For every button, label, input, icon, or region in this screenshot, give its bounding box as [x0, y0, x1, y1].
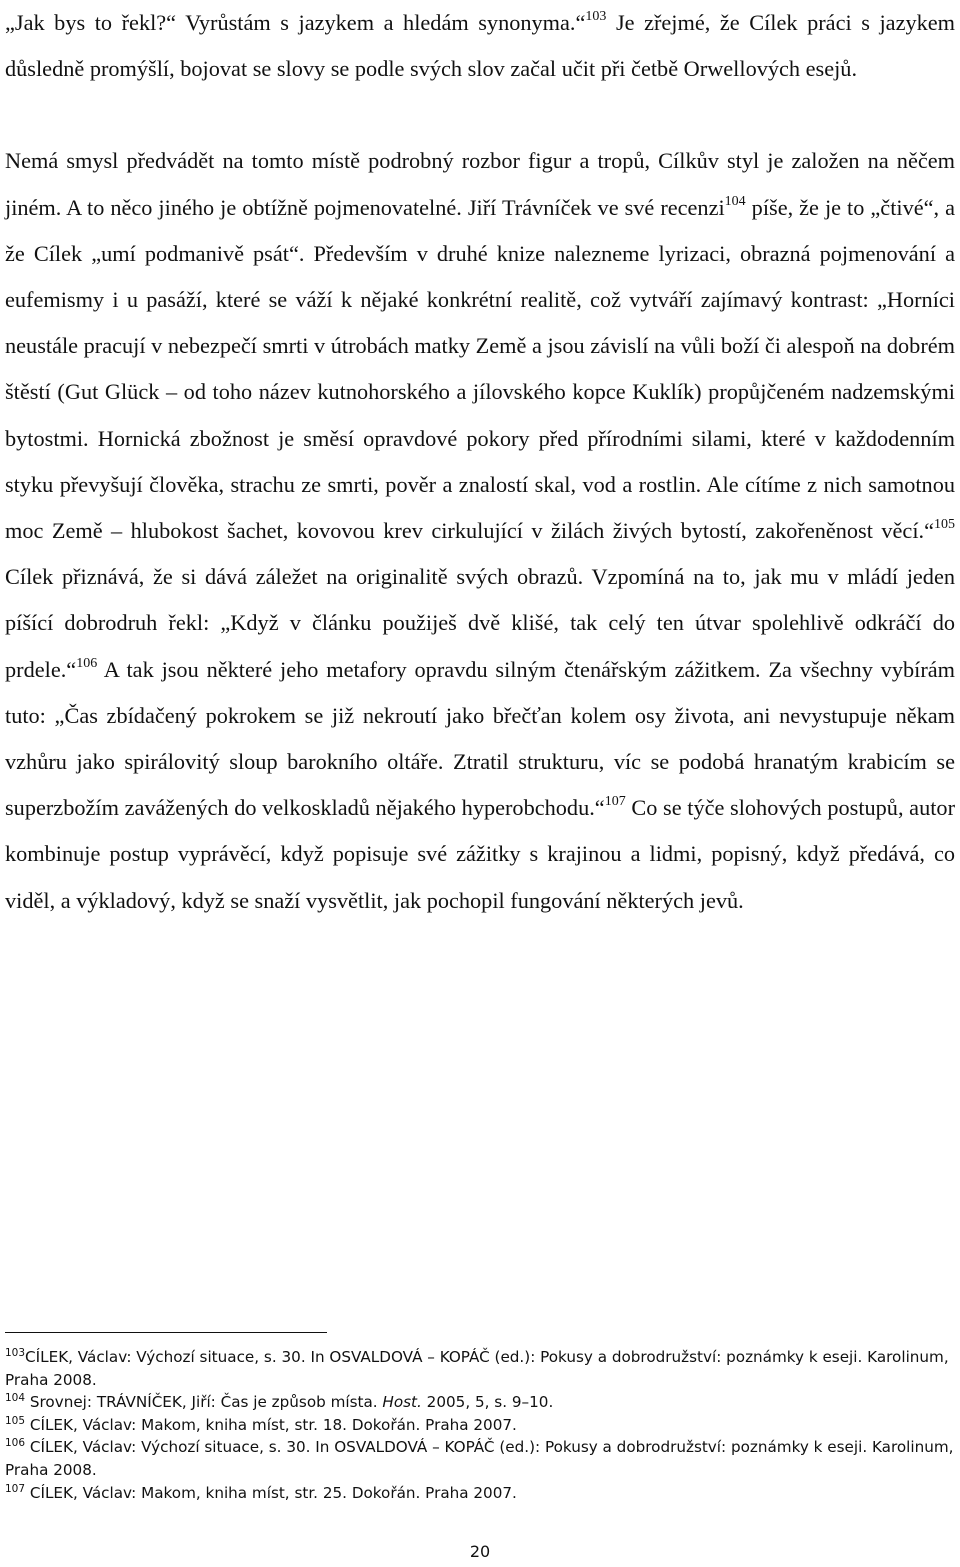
p2-text-d: A tak jsou některé jeho metafory opravdu silným čtenářským zážitkem. Za všechny vybírám tuto: „Čas zbídačený pokrokem se již nekroutí jako břečťan kolem osy života, ani nevystupuje někam vzhůru jako spirálovitý sloup barokního oltáře. Ztratil strukturu, víc se podobá hranatým krabicím se superzbožím zavážených do velkoskladů nějakého hyperobchodu.“ [5, 656, 955, 821]
footnote-text: CÍLEK, Václav: Výchozí situace, s. 30. In OSVALDOVÁ – KOPÁČ (ed.): Pokusy a dobrodružství: poznámky k eseji. Karolinum, Praha 2008. [5, 1438, 954, 1479]
footnote-number: 105 [5, 1414, 26, 1427]
footnotes [5, 1346, 955, 1504]
footnote-number: 104 [5, 1392, 26, 1405]
footnote-separator [5, 1332, 327, 1333]
p2-text-e: Co se týče slohových postupů, autor kombinuje postup vyprávěcí, když popisuje své zážitky s krajinou a lidmi, popisný, když předává, co viděl, a výkladový, když se snaží vysvětlit, jak pochopil fungování některých jevů. [5, 795, 955, 913]
p2-text-a: Nemá smysl předvádět na tomto místě podrobný rozbor figur a tropů, Cílkův styl je založen na něčem jiném. A to něco jiného je obtížně pojmenovatelné. Jiří Trávníček ve své recenzi [5, 148, 955, 220]
footnote-text: CÍLEK, Václav: Makom, kniha míst, str. 25. Dokořán. Praha 2007. [25, 1483, 517, 1502]
footnote-text: CÍLEK, Václav: Makom, kniha míst, str. 18. Dokořán. Praha 2007. [25, 1415, 517, 1434]
footnote-107 [5, 1482, 955, 1505]
p1-text-b: Je zřejmé, že Cílek práci s jazykem důsledně promýšlí, bojovat se slovy se podle svých slov začal učit při četbě Orwellových esejů. [5, 10, 955, 82]
footnote-105 [5, 1414, 955, 1437]
footnote-number: 106 [5, 1437, 26, 1450]
footnote-ref-104[interactable]: 104 [724, 193, 746, 209]
p2-text-c: Cílek přiznává, že si dává záležet na originalitě svých obrazů. Vzpomíná na to, jak mu v mládí jeden píšící dobrodruh řekl: „Když v článku použiješ dvě klišé, tak celý ten útvar spolehlivě odkráčí do prdele.“ [5, 564, 955, 682]
footnote-104 [5, 1391, 955, 1414]
footnote-103 [5, 1346, 955, 1391]
footnote-ref-103[interactable]: 103 [585, 9, 607, 24]
footnote-number: 107 [5, 1482, 26, 1495]
footnote-text: CÍLEK, Václav: Výchozí situace, s. 30. In OSVALDOVÁ – KOPÁČ (ed.): Pokusy a dobrodružství: poznámky k eseji. Karolinum, Praha 2008. [5, 1348, 949, 1389]
paragraph-quote-end [5, 0, 955, 92]
footnote-journal-title: Host. [382, 1393, 422, 1412]
page-number: 20 [469, 1542, 491, 1561]
footnote-106 [5, 1436, 955, 1481]
footnote-text: Srovnej: TRÁVNÍČEK, Jiří: Čas je způsob místa. [25, 1393, 383, 1412]
main-text [5, 0, 955, 924]
p1-text-a: „Jak bys to řekl?“ Vyrůstám s jazykem a hledám synonyma.“ [5, 10, 586, 35]
footnote-ref-107[interactable]: 107 [604, 794, 626, 810]
footnote-ref-105[interactable]: 105 [934, 517, 955, 533]
p2-text-b: píše, že je to „čtivé“, a že Cílek „umí podmanivě psát“. Především v druhé knize nalezneme lyrizaci, obrazná pojmenování a eufemismy i u pasáží, které se váží k nějaké konkrétní realitě, což vytváří zajímavý kontrast: „Horníci neustále pracují v nebezpečí smrti v útrobách matky Země a jsou závislí na vůli boží či alespoň na dobrém štěstí (Gut Glück – od toho název kutnohorského a jílovského kopce Kuklík) propůjčeném nadzemskými bytostmi. Hornická zbožnost je směsí opravdové pokory před přírodními silami, které v každodenním styku převyšují člověka, strachu ze smrti, pověr a znalostí skal, vod a rostlin. Ale cítíme z nich samotnou moc Země – hlubokost šachet, kovovou krev cirkulující v žilách živých bytostí, zakořeněnost věcí.“ [5, 194, 955, 544]
footnote-number: 103 [5, 1347, 26, 1359]
paragraph-style-analysis [5, 138, 955, 923]
footnote-text: 2005, 5, s. 9–10. [421, 1393, 554, 1412]
footnote-ref-106[interactable]: 106 [76, 655, 98, 671]
